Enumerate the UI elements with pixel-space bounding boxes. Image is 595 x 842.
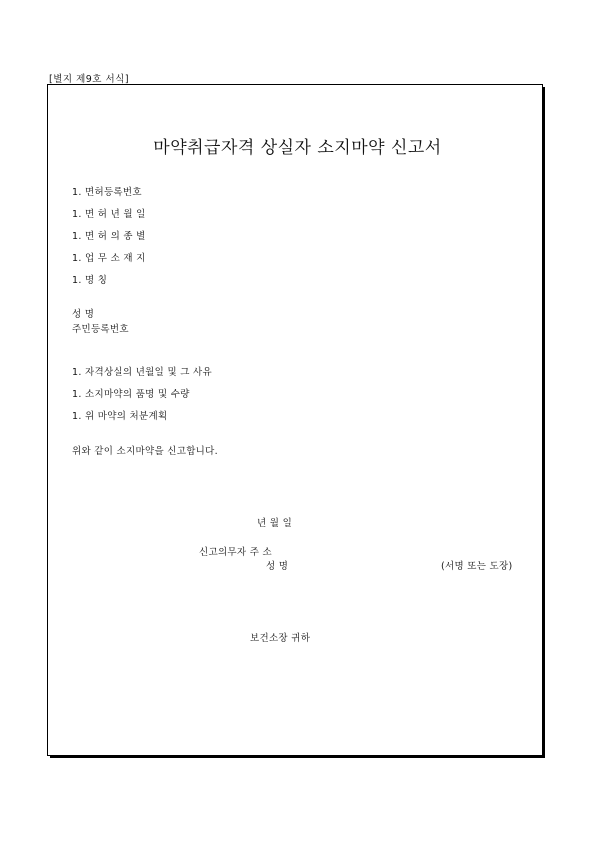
business-name-item: 1. 명 칭 [72,275,108,286]
document-title: 마약취급자격 상실자 소지마약 신고서 [153,138,442,158]
license-type-item: 1. 면 허 의 종 별 [72,231,146,242]
license-date-item: 1. 면 허 년 월 일 [72,209,146,220]
recipient-label: 보건소장 귀하 [250,633,311,644]
person-name-label: 성 명 [72,309,95,320]
business-location-item: 1. 업 무 소 재 지 [72,253,146,264]
reporter-address-label: 신고의무자 주 소 [199,547,272,558]
license-number-item: 1. 면허등록번호 [72,187,142,198]
signature-note: (서명 또는 도장) [441,561,513,572]
date-line: 년 월 일 [257,518,293,529]
narcotics-item: 1. 소지마약의 품명 및 수량 [72,389,190,400]
reporter-name-label: 성 명 [266,561,289,572]
form-number-label: [별지 제9호 서식] [49,74,130,85]
disqualification-item: 1. 자격상실의 년월일 및 그 사유 [72,367,212,378]
frame-shadow-right [542,87,545,758]
declaration-statement: 위와 같이 소지마약을 신고합니다. [72,446,218,457]
frame-shadow-bottom [50,755,545,758]
resident-number-label: 주민등록번호 [72,324,129,335]
disposal-plan-item: 1. 위 마약의 처분계획 [72,411,168,422]
